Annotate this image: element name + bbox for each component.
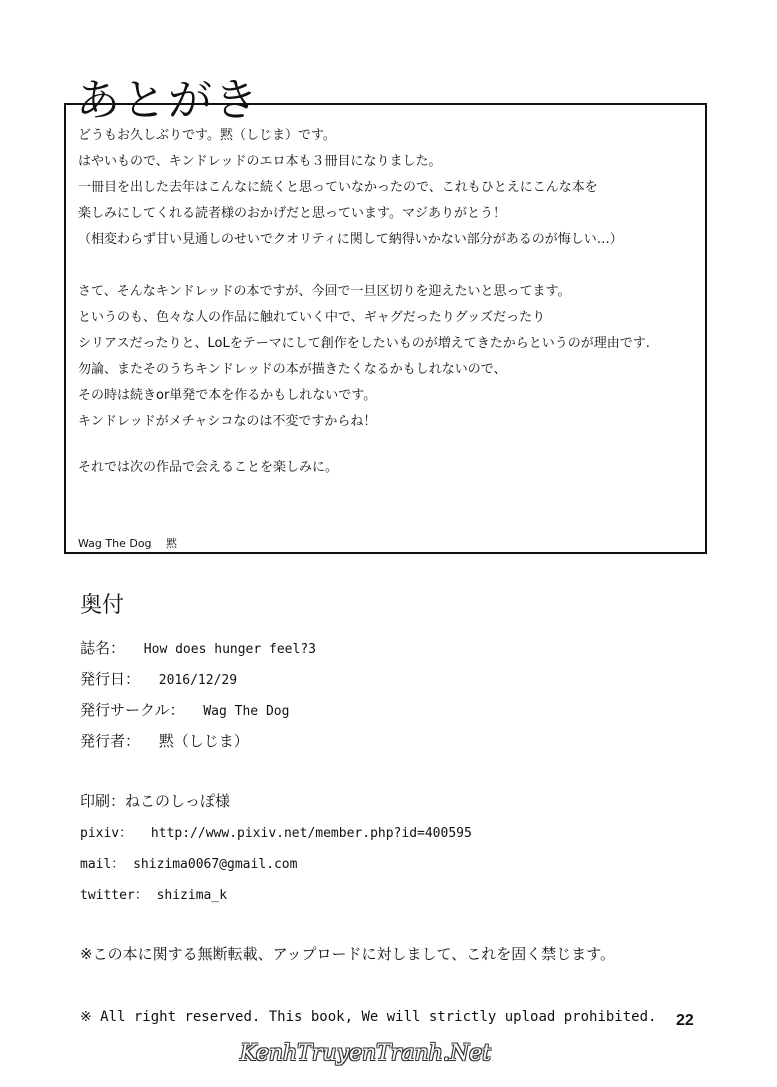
colophon-value: Wag The Dog xyxy=(203,704,290,719)
colophon-row-title xyxy=(80,638,316,660)
afterword-line: というのも、色々な人の作品に触れていく中で、ギャグだったりグッズだったり xyxy=(78,310,546,325)
afterword-line: はやいもので、キンドレッドのエロ本も３冊目になりました。 xyxy=(78,154,442,169)
afterword-line: さて、そんなキンドレッドの本ですが、今回で一旦区切りを迎えたいと思ってます。 xyxy=(78,284,571,299)
notice-jp: ※この本に関する無断転載、アップロードに対しまして、これを固く禁じます。 xyxy=(80,945,616,963)
colophon-value: How does hunger feel?3 xyxy=(143,642,316,657)
afterword-line: その時は続きor単発で本を作るかもしれないです。 xyxy=(78,388,377,403)
afterword-box xyxy=(64,103,707,554)
afterword-signature: Wag The Dog 黙 xyxy=(78,537,178,550)
colophon-label: 発行サークル： xyxy=(80,701,185,719)
colophon-label: 発行日： xyxy=(80,670,141,688)
afterword-line: 一冊目を出した去年はこんなに続くと思っていなかったので、これもひとえにこんな本を xyxy=(78,180,598,195)
colophon-row-circle xyxy=(80,700,289,722)
contact-label: pixiv： xyxy=(80,826,133,841)
contact-row-mail xyxy=(80,853,297,875)
page-number: 22 xyxy=(676,1012,694,1029)
afterword-line: （相変わらず甘い見通しのせいでクオリティに関して納得いかない部分があるのが悔しい…） xyxy=(78,232,623,247)
afterword-line: どうもお久しぶりです。黙（しじま）です。 xyxy=(78,128,336,143)
contact-row-pixiv xyxy=(80,822,472,844)
colophon-value: 2016/12/29 xyxy=(158,673,238,688)
colophon-label: 誌名： xyxy=(80,639,126,657)
contact-label: twitter： xyxy=(80,888,148,903)
notice-en: ※ All right reserved. This book, We will strictly upload prohibited. xyxy=(80,1009,657,1025)
colophon-printer: 印刷：ねこのしっぽ様 xyxy=(80,792,231,810)
contact-label: mail： xyxy=(80,857,125,872)
mail-link[interactable]: shizima0067@gmail.com xyxy=(133,857,298,872)
colophon-row-publisher xyxy=(80,731,249,751)
colophon-row-date xyxy=(80,669,237,691)
colophon-title: 奥付 xyxy=(80,593,125,618)
afterword-line: 楽しみにしてくれる読者様のおかげだと思っています。マジありがとう！ xyxy=(78,206,506,221)
afterword-line: 勿論、またそのうちキンドレッドの本が描きたくなるかもしれないので、 xyxy=(78,362,507,377)
twitter-handle: shizima_k xyxy=(156,888,228,903)
pixiv-link[interactable]: http://www.pixiv.net/member.php?id=400595 xyxy=(150,826,472,841)
watermark-text: KenhTruyenTranh.Net xyxy=(240,1041,491,1066)
colophon-label: 発行者： xyxy=(80,732,141,750)
colophon-value: 黙（しじま） xyxy=(158,732,249,750)
afterword-line: シリアスだったりと、LoLをテーマにして創作をしたいものが増えてきたからというのが理由です. xyxy=(78,336,650,351)
contact-row-twitter xyxy=(80,884,227,906)
afterword-line: キンドレッドがメチャシコなのは不変ですからね！ xyxy=(78,414,377,429)
afterword-line: それでは次の作品で会えることを楽しみに。 xyxy=(78,460,339,475)
afterword-title: あとがき xyxy=(76,75,260,127)
